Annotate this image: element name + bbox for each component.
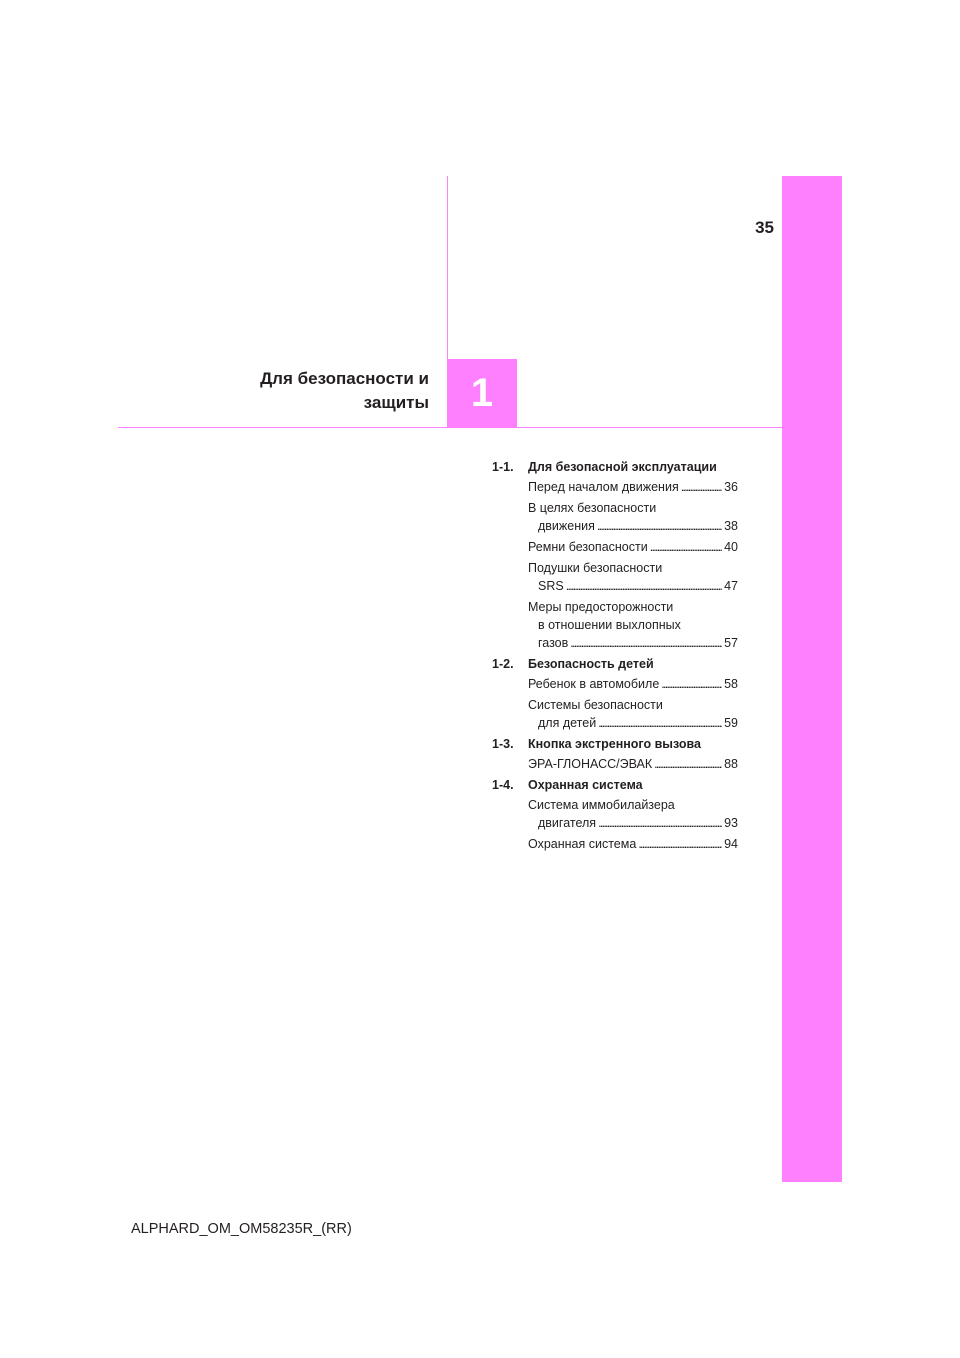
toc-entry[interactable] bbox=[528, 835, 738, 853]
toc-entry-text: Ремни безопасности bbox=[528, 540, 648, 554]
toc-dot-leader bbox=[598, 714, 722, 732]
toc-dot-leader bbox=[654, 755, 722, 773]
toc-entry[interactable] bbox=[528, 796, 738, 832]
toc-entry[interactable] bbox=[528, 559, 738, 595]
toc-entry-text: двигателя bbox=[538, 816, 597, 830]
toc-dot-leader bbox=[650, 538, 722, 556]
chapter-number: 1 bbox=[470, 371, 494, 415]
toc-entry-page-number: 38 bbox=[724, 519, 738, 533]
toc-entry-text: Ребенок в автомобиле bbox=[528, 677, 660, 691]
toc-entry-last-line bbox=[528, 538, 738, 556]
toc-dot-leader bbox=[566, 577, 722, 595]
toc-section-title: Кнопка экстренного вызова bbox=[528, 737, 701, 751]
chapter-number-badge bbox=[447, 359, 517, 428]
toc-entry[interactable] bbox=[528, 755, 738, 773]
toc-dot-leader bbox=[570, 634, 722, 652]
toc-section-title: Охранная система bbox=[528, 778, 643, 792]
toc-entry-page-number: 94 bbox=[724, 837, 738, 851]
toc-entry-text: для детей bbox=[538, 716, 597, 730]
toc-entry-text-line: В целях безопасности bbox=[528, 501, 657, 515]
toc-section-title: Для безопасной эксплуатации bbox=[528, 460, 717, 474]
toc-entry-page-number: 88 bbox=[724, 757, 738, 771]
toc-entry[interactable] bbox=[528, 598, 738, 652]
document-code-footer: ALPHARD_OM_OM58235R_(RR) bbox=[131, 1221, 352, 1237]
toc-section-heading[interactable] bbox=[492, 776, 738, 794]
toc-entry-page-number: 58 bbox=[724, 677, 738, 691]
toc-entry-text-line: Система иммобилайзера bbox=[528, 798, 675, 812]
toc-dot-leader bbox=[681, 478, 722, 496]
toc-section-number: 1-3. bbox=[492, 737, 514, 751]
toc-entry-page-number: 57 bbox=[724, 636, 738, 650]
toc-entry[interactable] bbox=[528, 696, 738, 732]
toc-entry[interactable] bbox=[528, 538, 738, 556]
toc-section bbox=[492, 458, 738, 652]
toc-section-heading[interactable] bbox=[492, 655, 738, 673]
side-tab-bar bbox=[782, 176, 842, 1182]
toc-entry-text: SRS bbox=[538, 579, 564, 593]
chapter-title bbox=[260, 367, 429, 415]
toc-entry-text-line: Подушки безопасности bbox=[528, 561, 663, 575]
toc-entry[interactable] bbox=[528, 478, 738, 496]
toc-dot-leader bbox=[597, 517, 722, 535]
toc-entry-text-line: Системы безопасности bbox=[528, 698, 663, 712]
toc-entry-page-number: 59 bbox=[724, 716, 738, 730]
toc-entry-last-line bbox=[528, 814, 738, 832]
toc-entry[interactable] bbox=[528, 499, 738, 535]
toc-entry-last-line bbox=[528, 517, 738, 535]
toc-entry[interactable] bbox=[528, 675, 738, 693]
toc-entry-text: Охранная система bbox=[528, 837, 637, 851]
toc-entry-page-number: 36 bbox=[724, 480, 738, 494]
toc-entry-last-line bbox=[528, 755, 738, 773]
toc-entry-text: газов bbox=[538, 636, 569, 650]
chapter-title-line-1: Для безопасности и bbox=[260, 369, 429, 388]
toc-entry-text-line: Меры предосторожности bbox=[528, 600, 674, 614]
toc-entry-last-line bbox=[528, 714, 738, 732]
toc-entry-last-line bbox=[528, 577, 738, 595]
toc-section bbox=[492, 735, 738, 773]
toc-section-number: 1-4. bbox=[492, 778, 514, 792]
toc-entry-last-line bbox=[528, 675, 738, 693]
table-of-contents bbox=[492, 458, 738, 856]
toc-section bbox=[492, 776, 738, 853]
toc-entry-text: движения bbox=[538, 519, 595, 533]
toc-section bbox=[492, 655, 738, 732]
toc-dot-leader bbox=[598, 814, 722, 832]
toc-section-number: 1-1. bbox=[492, 460, 514, 474]
toc-section-number: 1-2. bbox=[492, 657, 514, 671]
toc-section-heading[interactable] bbox=[492, 458, 738, 476]
toc-entry-text-line: в отношении выхлопных bbox=[538, 618, 681, 632]
toc-entry-last-line bbox=[528, 634, 738, 652]
toc-entry-page-number: 47 bbox=[724, 579, 738, 593]
toc-entry-last-line bbox=[528, 478, 738, 496]
toc-entry-text: Перед началом движения bbox=[528, 480, 679, 494]
chapter-title-line-2: защиты bbox=[363, 393, 429, 412]
toc-entry-last-line bbox=[528, 835, 738, 853]
toc-entry-text: ЭРА-ГЛОНАСС/ЭВАК bbox=[528, 757, 653, 771]
page-number: 35 bbox=[755, 218, 774, 237]
toc-section-heading[interactable] bbox=[492, 735, 738, 753]
toc-dot-leader bbox=[661, 675, 722, 693]
toc-entry-page-number: 93 bbox=[724, 816, 738, 830]
vertical-divider bbox=[447, 176, 448, 359]
toc-entry-page-number: 40 bbox=[724, 540, 738, 554]
toc-section-title: Безопасность детей bbox=[528, 657, 654, 671]
toc-dot-leader bbox=[638, 835, 722, 853]
